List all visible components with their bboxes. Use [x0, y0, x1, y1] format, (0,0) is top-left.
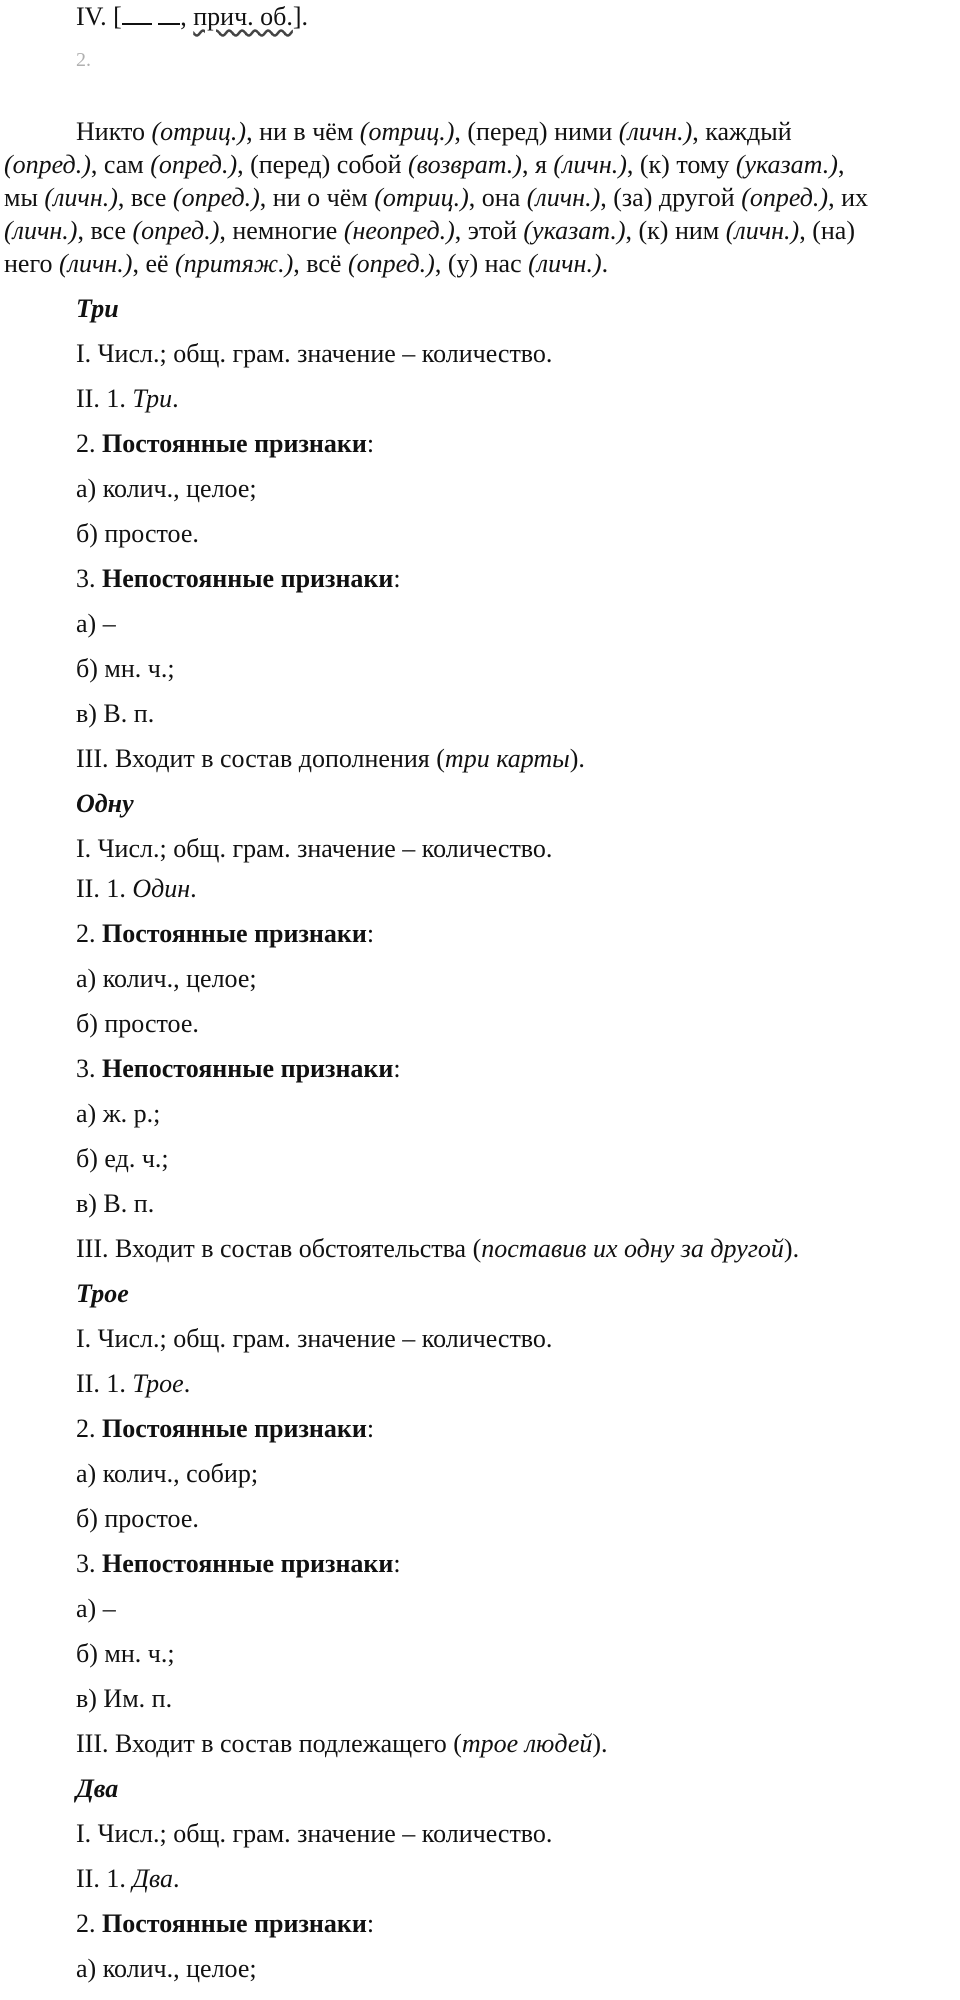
paragraph-line: [4, 249, 956, 279]
paragraph-line: [76, 117, 956, 147]
pronoun-category: (личн.): [528, 249, 602, 278]
constant-feature-b: б) простое.: [76, 1009, 199, 1038]
variable-feature-a: а) ж. р.;: [76, 1099, 161, 1128]
variable-features-heading: [76, 1549, 401, 1579]
pronoun-text: , (за) другой: [600, 183, 742, 212]
heading-colon: :: [366, 919, 375, 948]
heading-colon: :: [393, 564, 401, 593]
pronoun-category: (притяж.): [175, 249, 294, 278]
pronoun-category: (указат.): [735, 150, 838, 179]
heading-colon: :: [366, 1909, 375, 1938]
pronoun-text: ,: [837, 150, 845, 179]
pronoun-category: (неопред.): [343, 216, 455, 245]
heading-colon: :: [366, 1414, 375, 1443]
heading-number: 2.: [76, 1414, 102, 1443]
role-prefix: III. Входит в состав обстоятельства (: [76, 1234, 482, 1263]
pronoun-text: , она: [468, 183, 527, 212]
syntactic-role-line: [76, 744, 585, 774]
initial-form-suffix: .: [172, 1864, 180, 1893]
pronoun-text: , все: [77, 216, 133, 245]
role-prefix: III. Входит в состав подлежащего (: [76, 1729, 462, 1758]
pronoun-text: .: [601, 249, 609, 278]
pronoun-category: (личн.): [4, 216, 78, 245]
paragraph-line: [4, 183, 956, 213]
variable-feature-c: в) В. п.: [76, 699, 155, 728]
pronoun-category: (опред.): [4, 150, 91, 179]
variable-feature-c: в) Им. п.: [76, 1684, 173, 1713]
pronoun-text: , каждый: [692, 117, 792, 146]
pronoun-text: , всё: [293, 249, 348, 278]
pronoun-text: , ни о чём: [259, 183, 375, 212]
pronoun-category: (опред.): [132, 216, 220, 245]
row-iv-sep: ,: [180, 2, 194, 31]
blank-line-2: [158, 5, 180, 25]
pronoun-text: , этой: [454, 216, 524, 245]
pronoun-category: (опред.): [150, 150, 238, 179]
initial-form-suffix: .: [183, 1369, 191, 1398]
pronoun-category: (отриц.): [374, 183, 469, 212]
role-example: три карты: [444, 744, 570, 773]
syntactic-role-line: [76, 1729, 608, 1759]
initial-form-word: Трое: [132, 1369, 184, 1398]
part-of-speech-line: I. Числ.; общ. грам. значение – количество.: [76, 1819, 553, 1848]
initial-form-prefix: II. 1.: [76, 384, 133, 413]
heading-number: 3.: [76, 1549, 102, 1578]
pronoun-category: (возврат.): [408, 150, 522, 179]
pronoun-text: него: [4, 249, 59, 278]
constant-features-heading: [76, 429, 374, 459]
pronoun-text: , (на): [799, 216, 855, 245]
participle-phrase-term: прич. об.: [193, 2, 293, 31]
pronoun-text: мы: [4, 183, 45, 212]
initial-form-prefix: II. 1.: [76, 1369, 133, 1398]
pronoun-text: , все: [117, 183, 173, 212]
heading-label: Постоянные признаки: [102, 919, 367, 948]
variable-features-heading: [76, 1054, 401, 1084]
pronoun-text: , их: [828, 183, 868, 212]
role-example: поставив их одну за другой: [481, 1234, 784, 1263]
pronoun-text: , (перед) ними: [454, 117, 619, 146]
constant-features-heading: [76, 1909, 374, 1939]
variable-feature-a: а) –: [76, 609, 116, 638]
role-suffix: ).: [592, 1729, 608, 1758]
part-of-speech-line: I. Числ.; общ. грам. значение – количество.: [76, 1324, 553, 1353]
pronoun-category: (личн.): [725, 216, 800, 245]
constant-feature-a: а) колич., целое;: [76, 1954, 257, 1983]
section-title: Одну: [76, 789, 134, 818]
initial-form-suffix: .: [190, 874, 197, 903]
heading-label: Постоянные признаки: [102, 429, 367, 458]
paragraph-line: [4, 216, 956, 246]
heading-number: 3.: [76, 1054, 102, 1083]
constant-feature-b: б) простое.: [76, 1504, 199, 1533]
variable-feature-b: б) мн. ч.;: [76, 1639, 175, 1668]
initial-form-line: [76, 874, 197, 904]
heading-number: 2.: [76, 429, 102, 458]
heading-number: 3.: [76, 564, 102, 593]
pronoun-category: (личн.): [58, 249, 133, 278]
part-of-speech-line: I. Числ.; общ. грам. значение – количество.: [76, 339, 553, 368]
analysis-row-iv: [76, 2, 308, 32]
pronoun-category: (отриц.): [359, 117, 455, 146]
heading-label: Непостоянные признаки: [102, 1549, 394, 1578]
blank-line-1: [122, 5, 152, 25]
constant-features-heading: [76, 1414, 374, 1444]
heading-colon: :: [393, 1054, 401, 1083]
role-example: трое людей: [461, 1729, 593, 1758]
heading-colon: :: [366, 429, 375, 458]
initial-form-word: Два: [132, 1864, 173, 1893]
variable-feature-c: в) В. п.: [76, 1189, 155, 1218]
pronoun-text: , (перед) собой: [237, 150, 408, 179]
pronoun-text: Никто: [76, 117, 152, 146]
section-title: Три: [76, 294, 119, 323]
constant-feature-a: а) колич., целое;: [76, 474, 257, 503]
pronoun-category: (личн.): [526, 183, 601, 212]
paragraph-line: [4, 150, 956, 180]
pronoun-text: , ни в чём: [246, 117, 360, 146]
pronoun-category: (опред.): [172, 183, 260, 212]
section-title: Трое: [76, 1279, 129, 1308]
pronoun-category: (опред.): [741, 183, 829, 212]
initial-form-line: [76, 1864, 179, 1894]
variable-feature-b: б) ед. ч.;: [76, 1144, 169, 1173]
pronoun-text: , немногие: [219, 216, 344, 245]
variable-feature-b: б) мн. ч.;: [76, 654, 175, 683]
pronoun-category: (указат.): [523, 216, 626, 245]
pronoun-category: (личн.): [618, 117, 693, 146]
initial-form-line: [76, 384, 179, 414]
constant-feature-b: б) простое.: [76, 519, 199, 548]
syntactic-role-line: [76, 1234, 799, 1264]
initial-form-prefix: II. 1.: [76, 1864, 133, 1893]
pronoun-category: (отриц.): [151, 117, 247, 146]
heading-colon: :: [393, 1549, 401, 1578]
pronoun-category: (личн.): [553, 150, 627, 179]
heading-label: Непостоянные признаки: [102, 1054, 394, 1083]
heading-label: Постоянные признаки: [102, 1414, 367, 1443]
initial-form-word: Три: [132, 384, 173, 413]
role-suffix: ).: [569, 744, 585, 773]
item-number: 2.: [76, 49, 91, 71]
pronoun-category: (личн.): [44, 183, 118, 212]
pronoun-text: , (к) тому: [626, 150, 736, 179]
initial-form-prefix: II. 1.: [76, 874, 133, 903]
heading-number: 2.: [76, 1909, 102, 1938]
initial-form-suffix: .: [172, 384, 179, 413]
row-iv-prefix: IV. [: [76, 2, 122, 31]
constant-feature-a: а) колич., собир;: [76, 1459, 259, 1488]
role-suffix: ).: [783, 1234, 800, 1263]
pronoun-text: , я: [521, 150, 554, 179]
heading-number: 2.: [76, 919, 102, 948]
row-iv-end: ].: [292, 2, 309, 31]
pronoun-text: , (к) ним: [625, 216, 726, 245]
initial-form-word: Один: [132, 874, 191, 903]
part-of-speech-line: I. Числ.; общ. грам. значение – количество.: [76, 834, 553, 863]
constant-features-heading: [76, 919, 374, 949]
pronoun-text: , её: [132, 249, 176, 278]
pronoun-text: , сам: [90, 150, 151, 179]
heading-label: Непостоянные признаки: [102, 564, 394, 593]
role-prefix: III. Входит в состав дополнения (: [76, 744, 445, 773]
pronoun-category: (опред.): [347, 249, 435, 278]
constant-feature-a: а) колич., целое;: [76, 964, 257, 993]
initial-form-line: [76, 1369, 190, 1399]
section-title: Два: [76, 1774, 119, 1803]
variable-feature-a: а) –: [76, 1594, 116, 1623]
pronoun-text: , (у) нас: [434, 249, 529, 278]
heading-label: Постоянные признаки: [102, 1909, 367, 1938]
variable-features-heading: [76, 564, 401, 594]
